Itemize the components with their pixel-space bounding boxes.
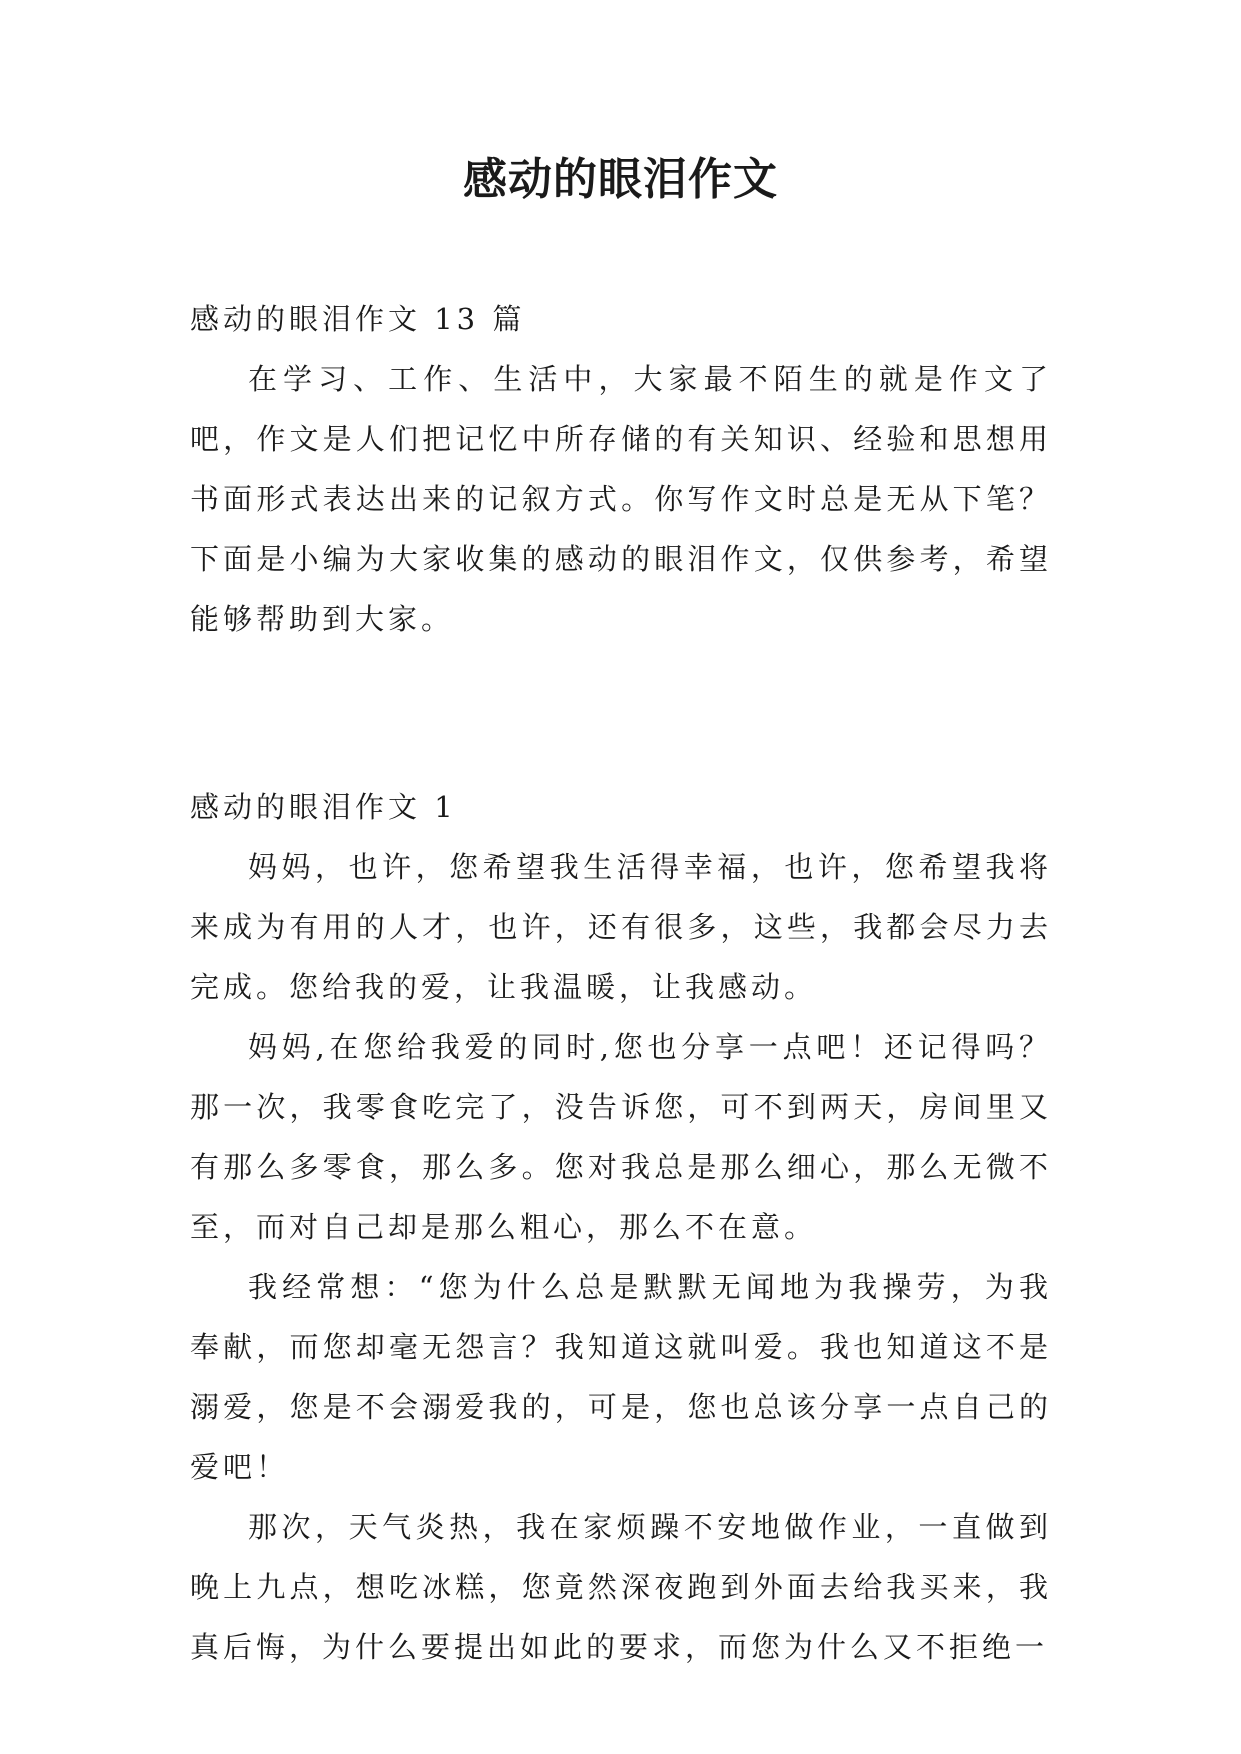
section-heading: 感动的眼泪作文 1 xyxy=(190,790,457,824)
section-spacer xyxy=(190,649,1052,777)
document-body xyxy=(190,289,1052,1677)
body-paragraph: 妈妈，也许，您希望我生活得幸福，也许，您希望我将来成为有用的人才，也许，还有很多，这些，我都会尽力去完成。您给我的爱，让我温暖，让我感动。 xyxy=(190,850,1052,1004)
body-paragraph: 那次，天气炎热，我在家烦躁不安地做作业，一直做到晚上九点，想吃冰糕，您竟然深夜跑到外面去给我买来，我真后悔，为什么要提出如此的要求，而您为什么又不拒绝一 xyxy=(190,1510,1052,1664)
body-paragraph: 我经常想：“您为什么总是默默无闻地为我操劳，为我奉献，而您却毫无怨言？我知道这就叫爱。我也知道这不是溺爱，您是不会溺爱我的，可是，您也总该分享一点自己的爱吧！ xyxy=(190,1270,1052,1484)
document-title: 感动的眼泪作文 xyxy=(463,154,778,205)
intro-paragraph: 在学习、工作、生活中，大家最不陌生的就是作文了吧，作文是人们把记忆中所存储的有关知识、经验和思想用书面形式表达出来的记叙方式。你写作文时总是无从下笔？下面是小编为大家收集的感动的眼泪作文，仅供参考，希望能够帮助到大家。 xyxy=(190,362,1052,636)
body-paragraph: 妈妈,在您给我爱的同时,您也分享一点吧！还记得吗？那一次，我零食吃完了，没告诉您，可不到两天，房间里又有那么多零食，那么多。您对我总是那么细心，那么无微不至，而对自己却是那么粗心，那么不在意。 xyxy=(190,1030,1052,1244)
intro-heading: 感动的眼泪作文 13 篇 xyxy=(190,302,526,336)
